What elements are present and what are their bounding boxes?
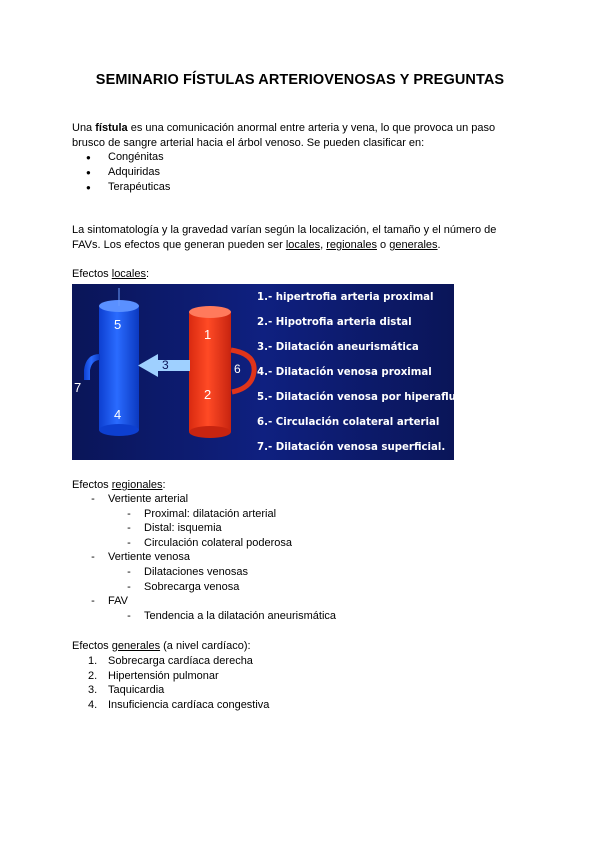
- intro-line1-rest: es una comunicación anormal entre arteria y vena, lo que provoca un paso: [127, 122, 496, 134]
- dash: -: [127, 609, 131, 622]
- fistula-diagram: [72, 284, 454, 460]
- sintomatologia-line2: [72, 238, 528, 253]
- list-item: Dilataciones venosas: [144, 565, 248, 578]
- item-text: Insuficiencia cardíaca congestiva: [108, 698, 270, 711]
- intro-prefix: Una: [72, 122, 96, 134]
- intro-bold-word: fístula: [95, 122, 128, 134]
- regionales-term: regionales: [326, 239, 377, 251]
- label-word: locales: [111, 268, 146, 280]
- list-item: [72, 683, 269, 698]
- list-item: Circulación colateral poderosa: [144, 536, 292, 549]
- marker-3: 3: [162, 358, 169, 372]
- marker-7: 7: [74, 380, 82, 395]
- label-prefix: Efectos: [72, 479, 112, 491]
- item-number: 2.: [88, 669, 98, 682]
- item-text: Hipertensión pulmonar: [108, 669, 219, 682]
- efectos-regionales-label: [72, 478, 166, 493]
- list-item: ● Congénitas: [72, 150, 170, 165]
- list-item: Distal: isquemia: [144, 522, 222, 535]
- legend-item-3: 3.- Dilatación aneurismática: [257, 342, 419, 353]
- label-word: generales: [111, 640, 161, 652]
- label-word: regionales: [111, 479, 163, 491]
- marker-5: 5: [114, 317, 122, 332]
- efectos-locales-label: [72, 267, 149, 282]
- locales-term: locales: [285, 239, 321, 251]
- legend-item-6: 6.- Circulación colateral arterial: [257, 417, 440, 428]
- marker-1: 1: [204, 327, 212, 342]
- label-suffix: (a nivel cardíaco):: [160, 640, 251, 652]
- list-item: Tendencia a la dilatación aneurismática: [144, 609, 337, 622]
- sintomatologia-line1: La sintomatología y la gravedad varían según la localización, el tamaño y el número de: [72, 224, 497, 236]
- list-item: [72, 669, 269, 684]
- legend-item-4: 4.- Dilatación venosa proximal: [257, 367, 432, 378]
- list-item: [72, 654, 269, 669]
- legend-item-1: 1.- hipertrofia arteria proximal: [257, 292, 434, 303]
- period: .: [437, 239, 441, 251]
- list-item: Sobrecarga venosa: [144, 580, 240, 593]
- dash: -: [127, 580, 131, 593]
- dash: -: [127, 536, 131, 549]
- dash: -: [127, 507, 131, 520]
- sintomatologia-line2-prefix: FAVs. Los efectos que generan pueden ser: [72, 239, 286, 251]
- page-title: SEMINARIO FÍSTULAS ARTERIOVENOSAS Y PREGUNTAS: [95, 72, 505, 88]
- sintomatologia-paragraph: [72, 223, 528, 253]
- list-item: [72, 698, 269, 713]
- item-number: 4.: [88, 698, 98, 711]
- marker-6: 6: [234, 362, 241, 376]
- label-prefix: Efectos: [72, 268, 112, 280]
- comma: ,: [320, 239, 327, 251]
- classification-list: [72, 150, 170, 195]
- legend-item-7: 7.- Dilatación venosa superficial.: [257, 442, 446, 453]
- intro-line2: brusco de sangre arterial hacia el árbol venoso. Se pueden clasificar en:: [72, 137, 425, 149]
- legend-item-5: 5.- Dilatación venosa por hiperaflujo: [257, 392, 454, 403]
- legend-item-2: 2.- Hipotrofia arteria distal: [257, 317, 412, 328]
- list-item: ● Terapéuticas: [72, 180, 170, 195]
- dash: -: [91, 551, 95, 564]
- fav-heading: FAV: [108, 595, 128, 608]
- list-item: ● Adquiridas: [72, 165, 170, 180]
- intro-paragraph: [72, 121, 528, 151]
- item-number: 1.: [88, 655, 98, 667]
- item-text: Sobrecarga cardíaca derecha: [108, 655, 253, 667]
- generales-term: generales: [389, 239, 438, 251]
- dash: -: [127, 565, 131, 578]
- dash: -: [91, 595, 95, 608]
- label-suffix: :: [162, 479, 166, 491]
- or-word: o: [376, 239, 390, 251]
- dash: -: [91, 493, 95, 505]
- label-suffix: :: [146, 268, 150, 280]
- marker-2: 2: [204, 387, 212, 402]
- vertiente-venosa: Vertiente venosa: [108, 551, 190, 564]
- dash: -: [127, 522, 131, 535]
- item-number: 3.: [88, 684, 98, 697]
- generales-list: [72, 654, 269, 712]
- vertiente-arterial: Vertiente arterial: [108, 493, 189, 505]
- item-text: Taquicardia: [108, 684, 165, 697]
- label-prefix: Efectos: [72, 640, 112, 652]
- efectos-generales-label: [72, 639, 251, 654]
- marker-4: 4: [114, 407, 122, 422]
- list-item: Proximal: dilatación arterial: [144, 507, 277, 520]
